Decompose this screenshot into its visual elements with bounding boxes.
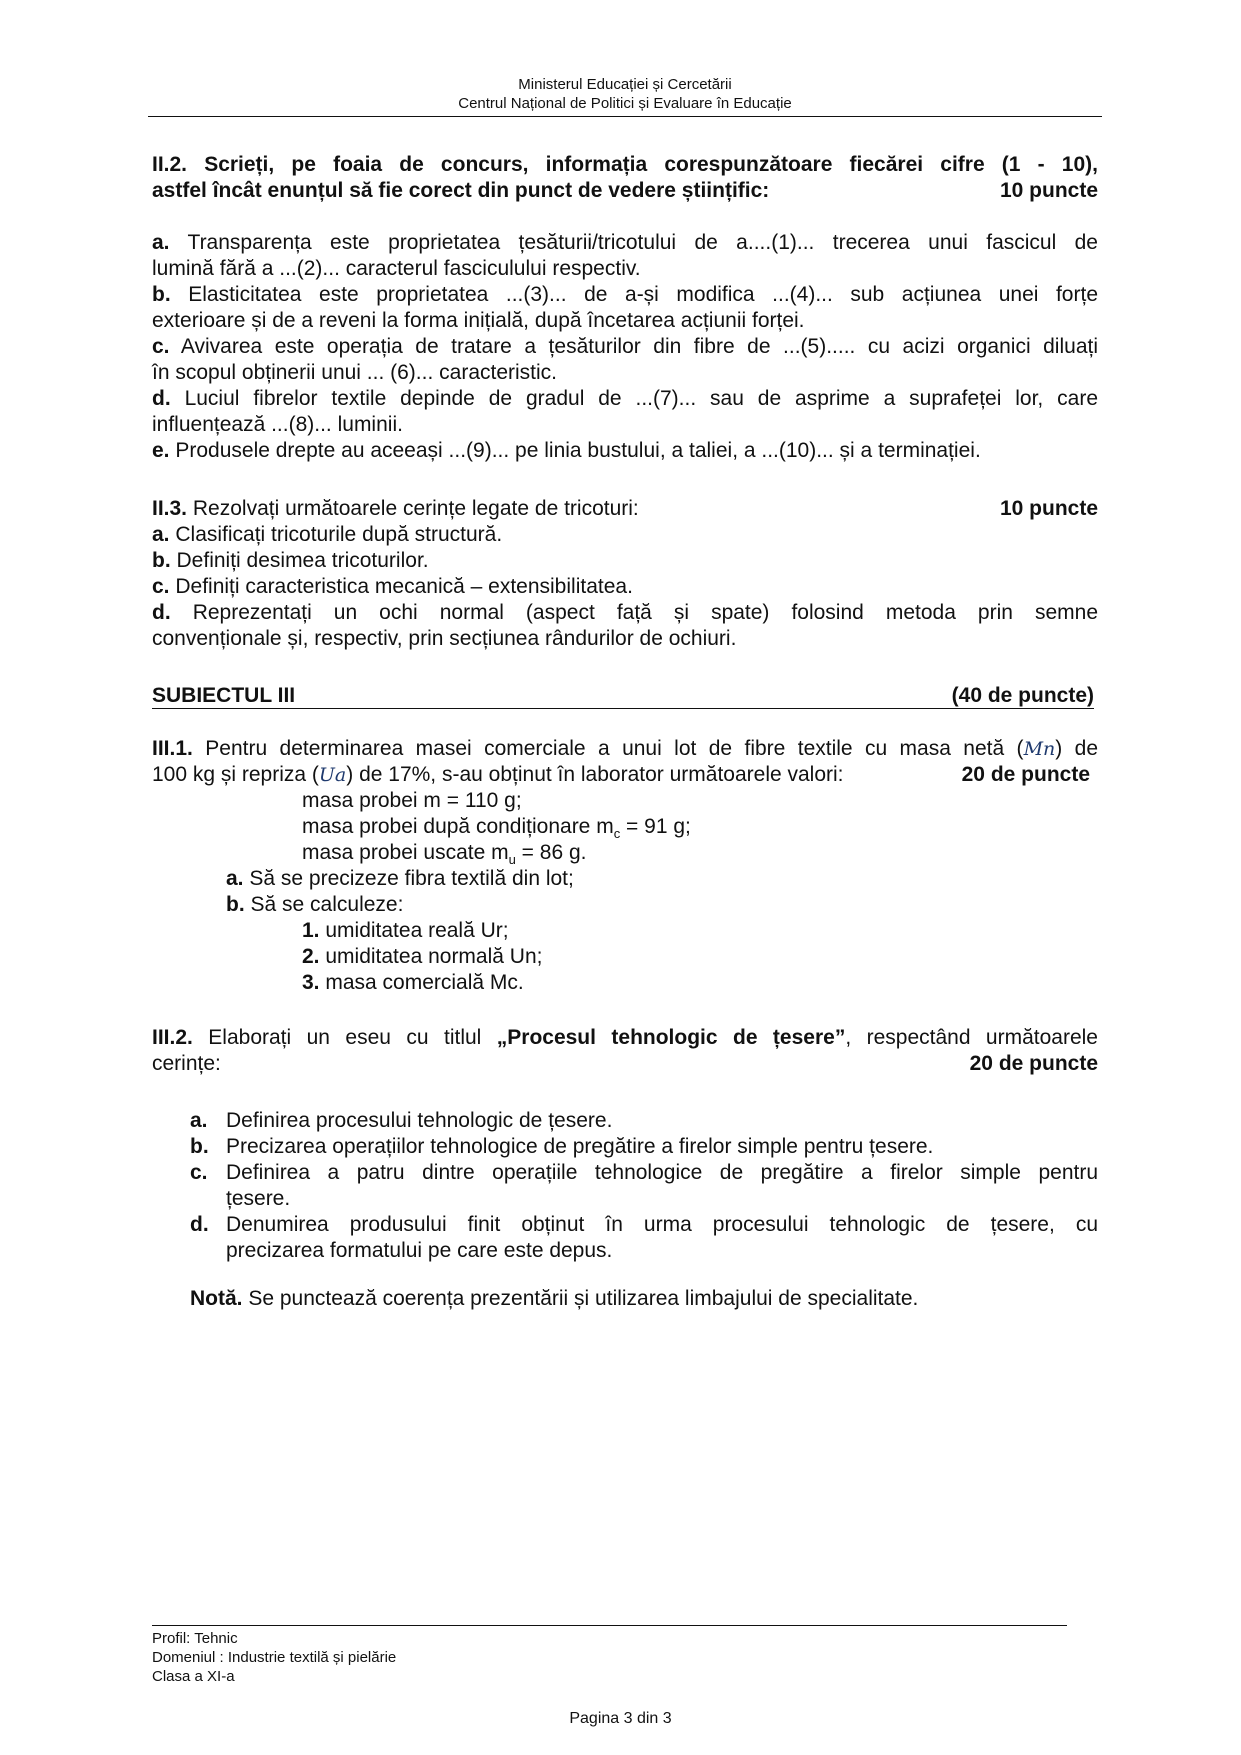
iii2-item-c: c. Definirea a patru dintre operațiile tehnologice de pregătire a firelor simple pentru țesere. [190,1161,1098,1210]
ii3-item-b: b. Definiți desimea tricoturilor. [152,549,429,572]
iii1-masses [302,788,691,866]
iii1-subtasks [302,918,542,996]
iii1-block [152,736,1098,788]
ii2-item-a-line2: lumină fără a ...(2)... caracterul fasciculului respectiv. [152,257,641,280]
ii2-item-a-line1: a. Transparența este proprietatea țesăturii/tricotului de a....(1)... trecerea unui fascicul de [152,231,1098,254]
iii2-line2: cerințe: 20 de puncte [152,1052,1098,1075]
ii2-item-d-line2: influențează ...(8)... luminii. [152,413,403,436]
subiect3-heading [152,683,1094,709]
ua-variable: Ua [318,764,347,786]
iii2-item-d: d. Denumirea produsului finit obținut în urma procesului tehnologic de țesere, cu precizarea formatului pe care este depus. [190,1213,1098,1262]
iii2-item-a: a. Definirea procesului tehnologic de țesere. [190,1109,613,1132]
iii1-task-a: a. Să se precizeze fibra textilă din lot; [226,867,574,890]
page-number: Pagina 3 din 3 [569,1710,672,1727]
subiect3-title: SUBIECTUL III [152,684,296,707]
ii3-points: 10 puncte [999,497,1098,520]
ii3-item-a: a. Clasificați tricoturile după structură. [152,523,503,546]
ii2-item-c-line1: c. Avivarea este operația de tratare a țesăturilor din fibre de ...(5)..... cu acizi organici diluați [152,335,1098,358]
ii2-item-d-line1: d. Luciul fibrelor textile depinde de gradul de ...(7)... sau de asprime a suprafeței lor, care [152,387,1098,410]
note-label: Notă. [190,1287,243,1310]
ii3-item-d-line2: convenționale și, respectiv, prin secțiunea rândurilor de ochiuri. [152,627,737,650]
iii2-note [190,1286,918,1312]
iii1-line1: III.1. Pentru determinarea masei comerciale a unui lot de fibre textile cu masa netă (Mn) de [152,737,1099,760]
ii2-item-b-line2: exterioare și de a reveni la forma inițială, după încetarea acțiunii forței. [152,309,805,332]
iii1-task-b: b. Să se calculeze: [226,893,404,916]
iii1-mass-m: masa probei m = 110 g; [302,789,522,812]
mn-variable: Mn [1023,738,1056,760]
iii2-items [190,1108,1098,1264]
iii2-block [152,1025,1098,1077]
iii1-tasks [226,866,574,918]
ii2-item-e: e. Produsele drepte au aceeași ...(9)... pe linia bustului, a taliei, a ...(10)... și a terminației. [152,439,981,462]
ii2-title-line1: II.2. Scrieți, pe foaia de concurs, informația corespunzătoare fiecărei cifre (1 - 10), [152,153,1098,176]
footer-domain: Domeniul : Industrie textilă și pielărie [152,1649,397,1666]
ii2-title [152,152,1098,204]
header-ministry: Ministerul Educației și Cercetării [518,76,732,93]
footer-class: Clasa a XI-a [152,1668,235,1685]
iii1-subtask-3: 3. masa comercială Mc. [302,971,524,994]
ii2-points: 10 puncte [999,179,1098,202]
iii1-subtask-2: 2. umiditatea normală Un; [302,945,543,968]
ii2-items [152,230,1098,464]
ii2-item-c-line2: în scopul obținerii unui ... (6)... caracteristic. [152,361,557,384]
ii2-item-b-line1: b. Elasticitatea este proprietatea ...(3)... de a-și modifica ...(4)... sub acțiunea unei forțe [152,283,1098,306]
footer-profile: Profil: Tehnic [152,1630,238,1647]
ii3-item-d-line1: d. Reprezentați un ochi normal (aspect față și spate) folosind metoda prin semne [152,601,1098,624]
note-text: Se punctează coerența prezentării și utilizarea limbajului de specialitate. [248,1287,919,1310]
footer-rule [152,1625,1067,1626]
ii3-block [152,496,1098,652]
iii2-line1: III.2. Elaborați un eseu cu titlul „Procesul tehnologic de țesere”, respectând următoarele [152,1026,1098,1049]
iii2-item-b: b. Precizarea operațiilor tehnologice de pregătire a firelor simple pentru țesere. [190,1135,934,1158]
ii3-title: II.3. Rezolvați următoarele cerințe legate de tricoturi: 10 puncte [152,497,1098,520]
header-rule [148,116,1102,117]
iii1-subtask-1: 1. umiditatea reală Ur; [302,919,509,942]
ii3-item-c: c. Definiți caracteristica mecanică – extensibilitatea. [152,575,633,598]
iii1-line2: 100 kg și repriza (Ua) de 17%, s-au obținut în laborator următoarele valori: 20 de puncte [152,763,1090,786]
iii2-points: 20 de puncte [969,1052,1098,1075]
subiect3-points: (40 de puncte) [951,684,1094,707]
header-center: Centrul Național de Politici și Evaluare în Educație [458,95,792,112]
iii1-mass-mu: masa probei uscate $m_u = 86$ g. [302,841,587,868]
ii2-title-line2: astfel încât enunțul să fie corect din punct de vedere științific: [152,179,770,202]
iii2-essay-title: „Procesul tehnologic de țesere” [496,1026,846,1049]
iii1-mass-mc: masa probei după condiționare $m_c = 91$ g; [302,815,691,842]
iii1-points: 20 de puncte [961,763,1090,786]
